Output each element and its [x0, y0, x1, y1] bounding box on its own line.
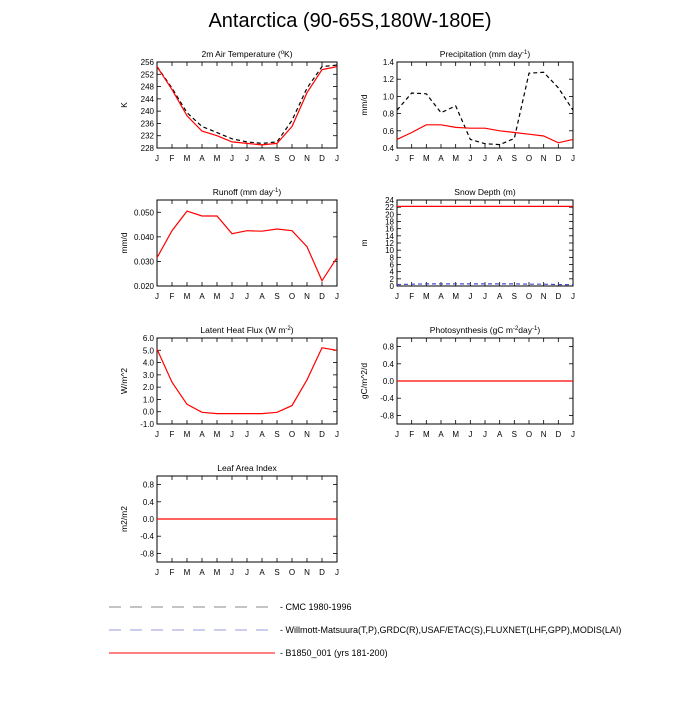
y-tick-label: 10: [385, 246, 394, 256]
x-tick-label: A: [496, 292, 503, 301]
y-tick-label: 5.0: [142, 346, 154, 356]
x-tick-label: D: [319, 430, 325, 439]
x-tick-label: A: [259, 568, 265, 577]
y-tick-label: 0.6: [382, 126, 394, 136]
x-tick-label: S: [511, 430, 518, 439]
chart-panel-0: [119, 49, 339, 163]
y-tick-label: 14: [385, 231, 394, 241]
x-tick-label: F: [409, 430, 415, 439]
chart-panel-2: [119, 187, 339, 301]
y-tick-label: 0.8: [382, 342, 394, 352]
x-tick-label: J: [571, 292, 575, 301]
x-tick-label: O: [288, 292, 296, 301]
x-tick-label: J: [468, 430, 473, 439]
x-tick-label: J: [335, 430, 339, 439]
y-tick-label: 248: [140, 82, 154, 92]
x-tick-label: J: [155, 292, 159, 301]
x-tick-label: J: [245, 292, 249, 301]
x-tick-label: A: [259, 154, 265, 163]
y-tick-label: 12: [385, 239, 394, 248]
x-tick-label: M: [183, 568, 191, 577]
series-line-model: [157, 67, 337, 145]
y-tick-label: 236: [140, 119, 154, 129]
x-tick-label: J: [483, 154, 487, 163]
x-tick-label: J: [468, 292, 473, 301]
x-tick-label: N: [304, 568, 310, 577]
x-tick-label: S: [274, 292, 280, 301]
y-tick-label: -0.4: [140, 532, 154, 542]
x-tick-label: J: [230, 292, 234, 301]
chart-title: Leaf Area Index: [217, 463, 277, 473]
chart-panel-5: [359, 325, 575, 439]
x-tick-label: F: [409, 154, 415, 163]
x-tick-label: F: [169, 292, 175, 301]
chart-panel-6: [119, 463, 339, 577]
y-axis-label: K: [119, 102, 129, 108]
x-tick-label: J: [335, 568, 339, 577]
series-line-model: [157, 348, 337, 414]
y-axis-label: gC/m^2/d: [359, 362, 369, 400]
y-tick-label: 16: [385, 224, 394, 234]
x-tick-label: A: [199, 292, 205, 301]
y-tick-label: 4.0: [142, 358, 154, 368]
y-tick-label: 6: [389, 260, 394, 270]
y-tick-label: -0.4: [380, 394, 394, 404]
x-tick-label: M: [452, 154, 460, 163]
x-tick-label: J: [155, 154, 159, 163]
x-tick-label: M: [213, 154, 221, 163]
x-tick-label: S: [274, 154, 280, 163]
x-tick-label: J: [245, 430, 249, 439]
x-tick-label: O: [288, 568, 296, 577]
y-tick-label: 0.0: [142, 407, 154, 417]
y-axis-label: m: [359, 239, 369, 247]
x-tick-label: M: [183, 292, 191, 301]
series-line-obs_black: [397, 72, 573, 144]
y-tick-label: 228: [140, 144, 154, 153]
chart-title: Latent Heat Flux (W $m^{-2}$): [200, 325, 294, 335]
x-tick-label: A: [438, 430, 444, 439]
plot-frame: [157, 200, 337, 286]
y-tick-label: 2.0: [142, 383, 154, 393]
y-tick-label: 18: [385, 217, 394, 227]
x-tick-label: N: [304, 292, 310, 301]
legend-label: - Willmott-Matsuura(T,P),GRDC(R),USAF/ETAC(S),FLUXNET(LHF,GPP),MODIS(LAI): [280, 625, 622, 635]
chart-panel-1: [359, 49, 575, 163]
x-tick-label: D: [319, 568, 325, 577]
y-tick-label: 0.4: [142, 497, 154, 507]
chart-title: Precipitation (mm day$^{-1}$): [439, 49, 531, 59]
x-tick-label: F: [169, 154, 175, 163]
chart-panel-3: [359, 187, 575, 301]
x-tick-label: D: [319, 154, 325, 163]
x-tick-label: J: [468, 154, 473, 163]
x-tick-label: J: [395, 430, 399, 439]
y-axis-label: mm/d: [119, 232, 129, 254]
legend-item-0: [109, 602, 352, 612]
x-tick-label: A: [199, 154, 205, 163]
x-tick-label: M: [183, 430, 191, 439]
plot-frame: [397, 200, 573, 286]
x-tick-label: J: [245, 154, 249, 163]
x-tick-label: J: [571, 430, 575, 439]
x-tick-label: A: [199, 568, 205, 577]
x-tick-label: O: [525, 430, 533, 439]
x-tick-label: D: [555, 292, 562, 301]
x-tick-label: M: [213, 430, 221, 439]
x-tick-label: J: [155, 430, 159, 439]
x-tick-label: J: [395, 292, 399, 301]
y-tick-label: 4: [389, 267, 394, 277]
x-tick-label: F: [169, 568, 175, 577]
legend-item-1: [109, 625, 621, 635]
x-tick-label: M: [183, 154, 191, 163]
x-tick-label: N: [304, 430, 310, 439]
x-tick-label: A: [438, 154, 444, 163]
x-tick-label: S: [511, 292, 518, 301]
x-tick-label: F: [169, 430, 175, 439]
plot-frame: [157, 338, 337, 424]
y-tick-label: 2: [389, 274, 394, 284]
x-tick-label: J: [230, 430, 234, 439]
x-tick-label: N: [540, 430, 547, 439]
x-tick-label: J: [335, 292, 339, 301]
x-tick-label: S: [274, 430, 280, 439]
y-tick-label: 232: [140, 131, 154, 141]
x-tick-label: S: [274, 568, 280, 577]
x-tick-label: O: [525, 154, 533, 163]
y-tick-label: 1.0: [142, 395, 154, 405]
y-tick-label: 0.0: [142, 515, 154, 524]
x-tick-label: M: [422, 292, 430, 301]
y-tick-label: 0.8: [142, 480, 154, 490]
y-tick-label: 256: [140, 58, 154, 67]
x-tick-label: D: [319, 292, 325, 301]
chart-panel-4: [119, 325, 339, 439]
x-tick-label: M: [213, 568, 221, 577]
y-tick-label: 1.2: [382, 75, 394, 85]
x-tick-label: J: [395, 154, 399, 163]
y-tick-label: -0.8: [380, 411, 394, 421]
y-tick-label: 0.0: [382, 377, 394, 386]
y-tick-label: 0.8: [382, 109, 394, 119]
x-tick-label: M: [452, 292, 460, 301]
x-tick-label: M: [452, 430, 460, 439]
y-tick-label: 0.030: [133, 257, 154, 267]
y-tick-label: 252: [140, 70, 154, 80]
y-axis-label: m2/m2: [119, 506, 129, 532]
y-tick-label: 0.050: [133, 208, 154, 218]
x-tick-label: A: [259, 430, 265, 439]
x-tick-label: O: [288, 154, 296, 163]
x-tick-label: N: [540, 154, 547, 163]
x-tick-label: M: [213, 292, 221, 301]
x-tick-label: J: [245, 568, 249, 577]
x-tick-label: F: [409, 292, 415, 301]
x-tick-label: N: [304, 154, 310, 163]
y-tick-label: 1.4: [382, 58, 394, 67]
series-line-model: [157, 211, 337, 281]
plot-frame: [157, 62, 337, 148]
x-tick-label: A: [438, 292, 444, 301]
y-tick-label: 8: [389, 253, 394, 263]
x-tick-label: D: [555, 430, 562, 439]
chart-title: Runoff (mm day$^{-1}$): [212, 187, 282, 197]
x-tick-label: S: [511, 154, 518, 163]
x-tick-label: J: [230, 154, 234, 163]
chart-title: Snow Depth (m): [454, 187, 516, 197]
y-tick-label: 22: [385, 203, 394, 213]
x-tick-label: A: [199, 430, 205, 439]
legend-label: - B1850_001 (yrs 181-200): [280, 648, 388, 658]
y-tick-label: -1.0: [140, 420, 154, 429]
x-tick-label: M: [422, 154, 430, 163]
series-line-obs_black: [157, 65, 337, 143]
legend-item-2: [109, 648, 388, 658]
x-tick-label: A: [496, 154, 503, 163]
x-tick-label: M: [422, 430, 430, 439]
y-tick-label: 24: [385, 196, 394, 205]
chart-title: 2m Air Temperature ($^o$K): [201, 49, 293, 59]
y-tick-label: 0.040: [133, 232, 154, 242]
y-tick-label: 1.0: [382, 92, 394, 102]
y-tick-label: 0.020: [133, 282, 154, 291]
x-tick-label: J: [155, 568, 159, 577]
series-line-model: [397, 125, 573, 143]
y-tick-label: 6.0: [142, 334, 154, 343]
x-tick-label: J: [230, 568, 234, 577]
y-axis-label: mm/d: [359, 94, 369, 116]
y-tick-label: -0.8: [140, 549, 154, 559]
y-tick-label: 240: [140, 107, 154, 117]
y-tick-label: 0.4: [382, 144, 394, 153]
y-tick-label: 0: [389, 282, 394, 291]
x-tick-label: O: [525, 292, 533, 301]
x-tick-label: O: [288, 430, 296, 439]
y-tick-label: 3.0: [142, 370, 154, 380]
chart-title: Photosynthesis (gC $m^{-2}day^{-1}$): [429, 325, 541, 335]
y-axis-label: W/m^2: [119, 367, 129, 395]
y-tick-label: 20: [385, 210, 394, 220]
x-tick-label: J: [483, 292, 487, 301]
figure-title: Antarctica (90-65S,180W-180E): [208, 10, 492, 32]
x-tick-label: A: [259, 292, 265, 301]
legend-label: - CMC 1980-1996: [280, 602, 352, 612]
x-tick-label: D: [555, 154, 562, 163]
x-tick-label: J: [483, 430, 487, 439]
x-tick-label: N: [540, 292, 547, 301]
y-tick-label: 0.4: [382, 359, 394, 369]
x-tick-label: J: [571, 154, 575, 163]
x-tick-label: A: [496, 430, 503, 439]
y-tick-label: 244: [140, 94, 154, 104]
x-tick-label: J: [335, 154, 339, 163]
